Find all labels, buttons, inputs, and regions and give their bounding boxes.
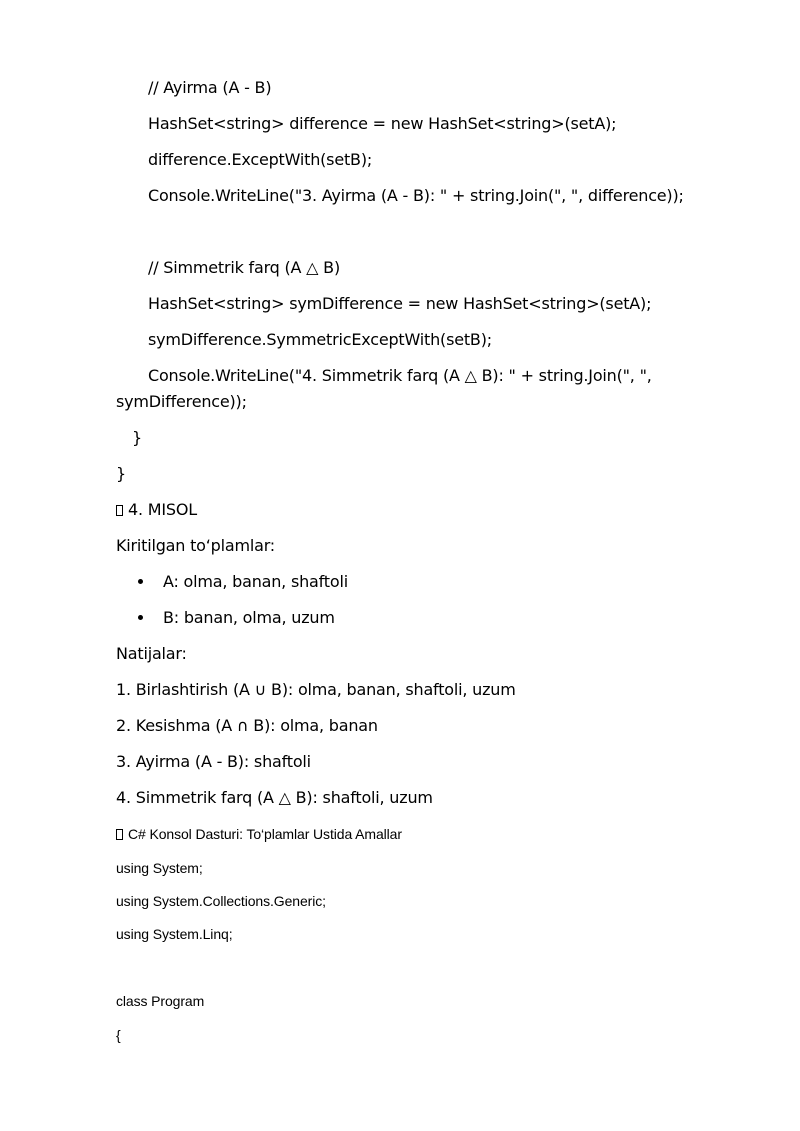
list-item: A: olma, banan, shaftoli bbox=[163, 572, 348, 591]
example-heading bbox=[116, 500, 197, 520]
code-class-declaration: class Program bbox=[116, 993, 205, 1009]
code-open-brace: { bbox=[116, 1027, 121, 1043]
code-comment-symmetric: // Simmetrik farq (A △ B) bbox=[148, 258, 340, 277]
missing-glyph-icon bbox=[116, 505, 123, 516]
program-heading-text: C# Konsol Dasturi: To‘plamlar Ustida Amallar bbox=[128, 826, 402, 842]
code-close-method: } bbox=[132, 428, 142, 447]
code-using-system: using System; bbox=[116, 860, 203, 876]
code-difference-print: Console.WriteLine("3. Ayirma (A - B): " + string.Join(", ", difference)); bbox=[148, 186, 684, 205]
result-symmetric: 4. Simmetrik farq (A △ B): shaftoli, uzum bbox=[116, 788, 433, 807]
example-heading-text: 4. MISOL bbox=[128, 500, 197, 519]
bullet-icon bbox=[138, 615, 143, 620]
code-comment-difference: // Ayirma (A - B) bbox=[148, 78, 272, 97]
code-difference-declaration: HashSet<string> difference = new HashSet<string>(setA); bbox=[148, 114, 617, 133]
result-difference: 3. Ayirma (A - B): shaftoli bbox=[116, 752, 311, 771]
missing-glyph-icon bbox=[116, 829, 123, 840]
code-sym-print-line2: symDifference)); bbox=[116, 392, 247, 411]
code-sym-print-line1: Console.WriteLine("4. Simmetrik farq (A △ B): " + string.Join(", ", bbox=[148, 366, 652, 385]
program-heading bbox=[116, 824, 402, 844]
result-union: 1. Birlashtirish (A ∪ B): olma, banan, shaftoli, uzum bbox=[116, 680, 516, 699]
results-label: Natijalar: bbox=[116, 644, 187, 663]
code-using-linq: using System.Linq; bbox=[116, 926, 233, 942]
code-using-collections: using System.Collections.Generic; bbox=[116, 893, 326, 909]
code-close-class: } bbox=[116, 464, 126, 483]
result-intersection: 2. Kesishma (A ∩ B): olma, banan bbox=[116, 716, 378, 735]
code-difference-except: difference.ExceptWith(setB); bbox=[148, 150, 373, 169]
list-item: B: banan, olma, uzum bbox=[163, 608, 335, 627]
inputs-label: Kiritilgan to‘plamlar: bbox=[116, 536, 275, 555]
code-sym-except: symDifference.SymmetricExceptWith(setB); bbox=[148, 330, 492, 349]
bullet-icon bbox=[138, 579, 143, 584]
code-sym-declaration: HashSet<string> symDifference = new HashSet<string>(setA); bbox=[148, 294, 652, 313]
